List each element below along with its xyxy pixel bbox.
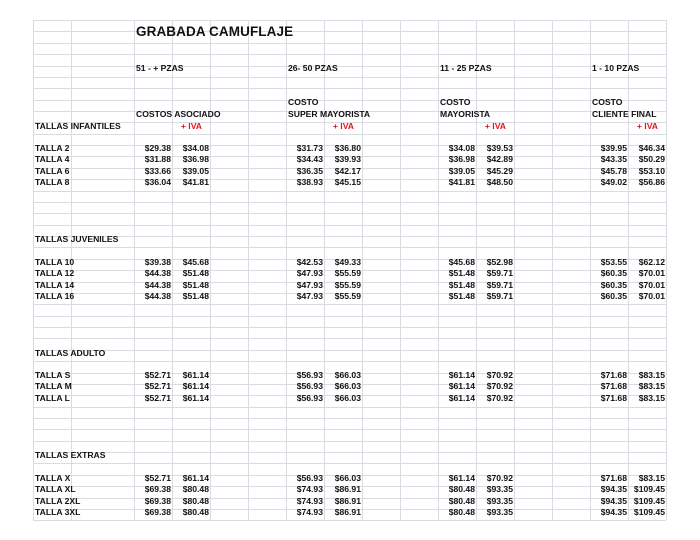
grid-row-line [33,441,666,442]
size-label: TALLA 4 [35,154,70,165]
price-cell: $36.35 [296,165,323,176]
price-cell: $49.02 [600,177,627,188]
price-cell: $80.48 [448,484,475,495]
price-cell: $74.93 [296,484,323,495]
price-cell: $51.48 [448,279,475,290]
price-cell: $44.38 [144,279,171,290]
price-cell: $56.93 [296,370,323,380]
price-cell: $56.93 [296,473,323,483]
size-label: TALLA 16 [35,291,75,302]
price-cell: $80.48 [448,507,475,518]
grid-row-line [33,66,666,67]
price-cell: $39.93 [334,154,361,165]
price-cell: $48.50 [486,177,513,188]
price-cell: $39.05 [448,165,475,176]
grid-row-line [33,100,666,101]
price-cell: $33.66 [144,165,171,176]
price-cell: $80.48 [448,495,475,506]
grid-column-line [248,20,249,520]
price-cell: $39.38 [144,257,171,267]
section-title: TALLAS JUVENILES [35,234,119,244]
tier-quantity: 11 - 25 PZAS [440,63,492,73]
size-label: TALLA M [35,381,72,392]
sheet-title: GRABADA CAMUFLAJE [136,24,294,39]
grid-row-line [33,316,666,317]
price-cell: $83.15 [638,473,665,483]
price-cell: $109.45 [633,484,665,495]
price-cell: $36.98 [448,154,475,165]
price-cell: $93.35 [486,507,513,518]
price-cell: $74.93 [296,495,323,506]
price-cell: $51.48 [448,268,475,279]
price-cell: $59.71 [486,268,513,279]
size-label: TALLA X [35,473,71,483]
price-cell: $39.95 [600,143,627,153]
price-cell: $42.53 [296,257,323,267]
price-cell: $51.48 [182,268,209,279]
iva-label: + IVA [180,121,202,131]
price-cell: $46.34 [638,143,665,153]
grid-row-line [33,134,666,135]
size-label: TALLA XL [35,484,76,495]
price-cell: $109.45 [633,507,665,518]
size-label: TALLA 8 [35,177,70,188]
grid-row-line [33,350,666,351]
grid-row-line [33,429,666,430]
price-cell: $60.35 [600,279,627,290]
grid-column-line [210,20,211,520]
price-cell: $59.71 [486,279,513,290]
tier-label-line1: COSTO [592,97,623,107]
price-cell: $34.08 [182,143,209,153]
price-cell: $69.38 [144,495,171,506]
size-label: TALLA L [35,392,70,403]
price-cell: $39.53 [486,143,513,153]
price-cell: $47.93 [296,268,323,279]
grid-row-line [33,327,666,328]
grid-row-line [33,407,666,408]
size-label: TALLA 10 [35,257,75,267]
price-cell: $61.14 [448,473,475,483]
price-cell: $51.48 [182,291,209,302]
price-cell: $61.14 [182,473,209,483]
price-cell: $61.14 [182,392,209,403]
price-cell: $52.71 [144,473,171,483]
price-cell: $70.92 [486,381,513,392]
price-cell: $62.12 [638,257,665,267]
section-title: TALLAS EXTRAS [35,450,106,460]
size-label: TALLA 3XL [35,507,81,518]
grid-row-line [33,77,666,78]
size-label: TALLA 12 [35,268,75,279]
grid-row-line [33,247,666,248]
section-title: TALLAS INFANTILES [35,121,121,131]
grid-row-line [33,338,666,339]
price-cell: $45.29 [486,165,513,176]
price-cell: $56.93 [296,392,323,403]
price-cell: $66.03 [334,381,361,392]
size-label: TALLA 14 [35,279,75,290]
grid-column-line [552,20,553,520]
tier-quantity: 26- 50 PZAS [288,63,338,73]
grid-row-line [33,20,666,21]
price-cell: $94.35 [600,495,627,506]
price-cell: $71.68 [600,370,627,380]
price-cell: $70.01 [638,291,665,302]
price-cell: $61.14 [448,381,475,392]
price-cell: $70.01 [638,268,665,279]
price-cell: $29.38 [144,143,171,153]
price-cell: $56.93 [296,381,323,392]
price-cell: $52.98 [486,257,513,267]
price-cell: $61.14 [182,381,209,392]
price-cell: $31.73 [296,143,323,153]
price-cell: $70.92 [486,370,513,380]
price-cell: $71.68 [600,392,627,403]
price-cell: $94.35 [600,484,627,495]
price-cell: $51.48 [448,291,475,302]
price-cell: $31.88 [144,154,171,165]
price-cell: $50.29 [638,154,665,165]
price-cell: $69.38 [144,484,171,495]
grid-row-line [33,463,666,464]
price-cell: $34.43 [296,154,323,165]
tier-label-line1: COSTO [288,97,319,107]
price-cell: $80.48 [182,484,209,495]
price-cell: $52.71 [144,370,171,380]
grid-row-line [33,452,666,453]
price-cell: $83.15 [638,381,665,392]
price-cell: $61.14 [448,392,475,403]
price-cell: $71.68 [600,473,627,483]
price-cell: $45.78 [600,165,627,176]
price-cell: $53.55 [600,257,627,267]
size-label: TALLA 2XL [35,495,81,506]
grid-row-line [33,43,666,44]
price-cell: $61.14 [182,370,209,380]
price-cell: $93.35 [486,484,513,495]
price-cell: $53.10 [638,165,665,176]
price-cell: $60.35 [600,268,627,279]
grid-column-line [33,20,34,520]
price-cell: $42.89 [486,154,513,165]
grid-column-line [666,20,667,520]
tier-label-line1: COSTO [440,97,471,107]
tier-label-line2: COSTOS ASOCIADO [136,109,221,119]
price-cell: $47.93 [296,291,323,302]
price-cell: $74.93 [296,507,323,518]
price-cell: $93.35 [486,495,513,506]
price-cell: $55.59 [334,279,361,290]
grid-row-line [33,88,666,89]
grid-row-line [33,54,666,55]
price-cell: $59.71 [486,291,513,302]
price-cell: $41.81 [448,177,475,188]
price-cell: $94.35 [600,507,627,518]
price-cell: $70.01 [638,279,665,290]
price-cell: $41.81 [182,177,209,188]
price-cell: $45.15 [334,177,361,188]
tier-label-line2: CLIENTE FINAL [592,109,657,119]
section-title: TALLAS ADULTO [35,348,106,358]
price-cell: $44.38 [144,268,171,279]
size-label: TALLA 2 [35,143,70,153]
price-cell: $80.48 [182,495,209,506]
size-label: TALLA 6 [35,165,70,176]
price-cell: $60.35 [600,291,627,302]
price-cell: $70.92 [486,392,513,403]
price-cell: $86.91 [334,507,361,518]
price-cell: $52.71 [144,392,171,403]
price-cell: $43.35 [600,154,627,165]
price-cell: $51.48 [182,279,209,290]
price-cell: $66.03 [334,473,361,483]
iva-label: + IVA [484,121,506,131]
price-cell: $34.08 [448,143,475,153]
price-cell: $49.33 [334,257,361,267]
grid-row-line [33,304,666,305]
grid-row-line [33,361,666,362]
tier-quantity: 51 - + PZAS [136,63,184,73]
iva-label: + IVA [332,121,354,131]
tier-label-line2: MAYORISTA [440,109,491,119]
grid-row-line [33,191,666,192]
price-cell: $55.59 [334,268,361,279]
price-cell: $71.68 [600,381,627,392]
price-cell: $45.68 [182,257,209,267]
price-cell: $42.17 [334,165,361,176]
price-cell: $70.92 [486,473,513,483]
price-cell: $61.14 [448,370,475,380]
grid-row-line [33,213,666,214]
grid-column-line [362,20,363,520]
price-cell: $86.91 [334,495,361,506]
price-cell: $83.15 [638,392,665,403]
price-cell: $55.59 [334,291,361,302]
price-cell: $39.05 [182,165,209,176]
grid-column-line [514,20,515,520]
price-cell: $80.48 [182,507,209,518]
price-cell: $83.15 [638,370,665,380]
price-cell: $36.80 [334,143,361,153]
price-cell: $38.93 [296,177,323,188]
grid-row-line [33,236,666,237]
price-cell: $69.38 [144,507,171,518]
price-cell: $86.91 [334,484,361,495]
iva-label: + IVA [636,121,658,131]
size-label: TALLA S [35,370,71,380]
grid-row-line [33,418,666,419]
price-cell: $44.38 [144,291,171,302]
grid-row-line [33,520,666,521]
price-cell: $52.71 [144,381,171,392]
price-cell: $56.86 [638,177,665,188]
price-cell: $109.45 [633,495,665,506]
price-cell: $66.03 [334,370,361,380]
tier-quantity: 1 - 10 PZAS [592,63,640,73]
price-cell: $47.93 [296,279,323,290]
price-cell: $36.04 [144,177,171,188]
grid-row-line [33,31,666,32]
grid-column-line [400,20,401,520]
tier-label-line2: SUPER MAYORISTA [288,109,371,119]
price-cell: $66.03 [334,392,361,403]
grid-row-line [33,202,666,203]
grid-row-line [33,225,666,226]
price-cell: $36.98 [182,154,209,165]
price-cell: $45.68 [448,257,475,267]
